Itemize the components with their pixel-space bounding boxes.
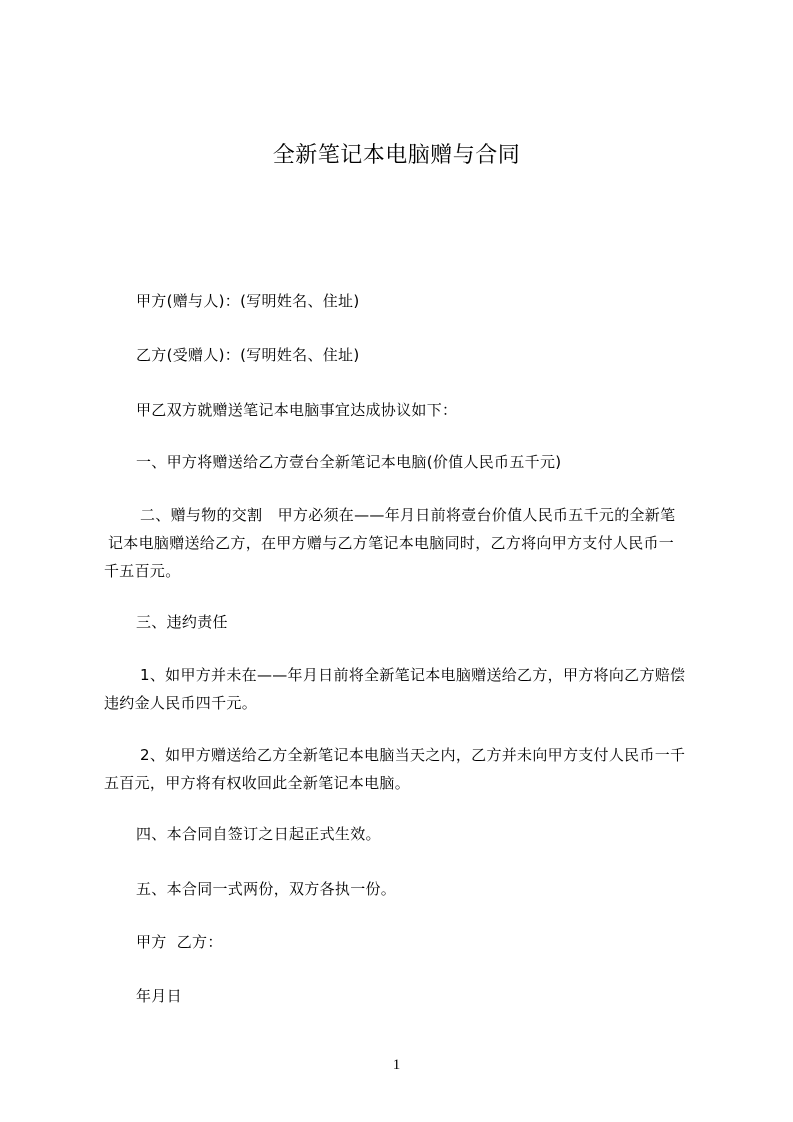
- party-a-line: 甲方(赠与人)：(写明姓名、住址): [136, 292, 360, 310]
- party-b-line: 乙方(受赠人)：(写明姓名、住址): [136, 346, 360, 364]
- clause-2-line-2: 记本电脑赠送给乙方，在甲方赠与乙方笔记本电脑同时，乙方将向甲方支付人民币一: [108, 534, 675, 552]
- clause-2-line-1: 二、赠与物的交割 甲方必须在——年月日前将壹台价值人民币五千元的全新笔: [140, 506, 676, 524]
- clause-2-line-3: 千五百元。: [104, 562, 181, 580]
- clause-3-1-line-1: 1、如甲方并未在——年月日前将全新笔记本电脑赠送给乙方，甲方将向乙方赔偿: [140, 666, 686, 684]
- date-line: 年月日: [136, 987, 182, 1005]
- clause-4: 四、本合同自签订之日起正式生效。: [136, 825, 381, 843]
- clause-1: 一、甲方将赠送给乙方壹台全新笔记本电脑(价值人民币五千元): [136, 453, 562, 471]
- clause-3-2-line-2: 五百元，甲方将有权收回此全新笔记本电脑。: [104, 774, 411, 792]
- signature-line: 甲方 乙方：: [136, 933, 223, 951]
- clause-3-1-line-2: 违约金人民币四千元。: [104, 694, 258, 712]
- document-title: 全新笔记本电脑赠与合同: [272, 143, 521, 168]
- intro-line: 甲乙双方就赠送笔记本电脑事宜达成协议如下：: [136, 401, 458, 419]
- page-number: 1: [392, 1057, 401, 1073]
- clause-3-heading: 三、违约责任: [136, 613, 228, 631]
- clause-3-2-line-1: 2、如甲方赠送给乙方全新笔记本电脑当天之内，乙方并未向甲方支付人民币一千: [140, 746, 686, 764]
- clause-5: 五、本合同一式两份，双方各执一份。: [136, 880, 397, 898]
